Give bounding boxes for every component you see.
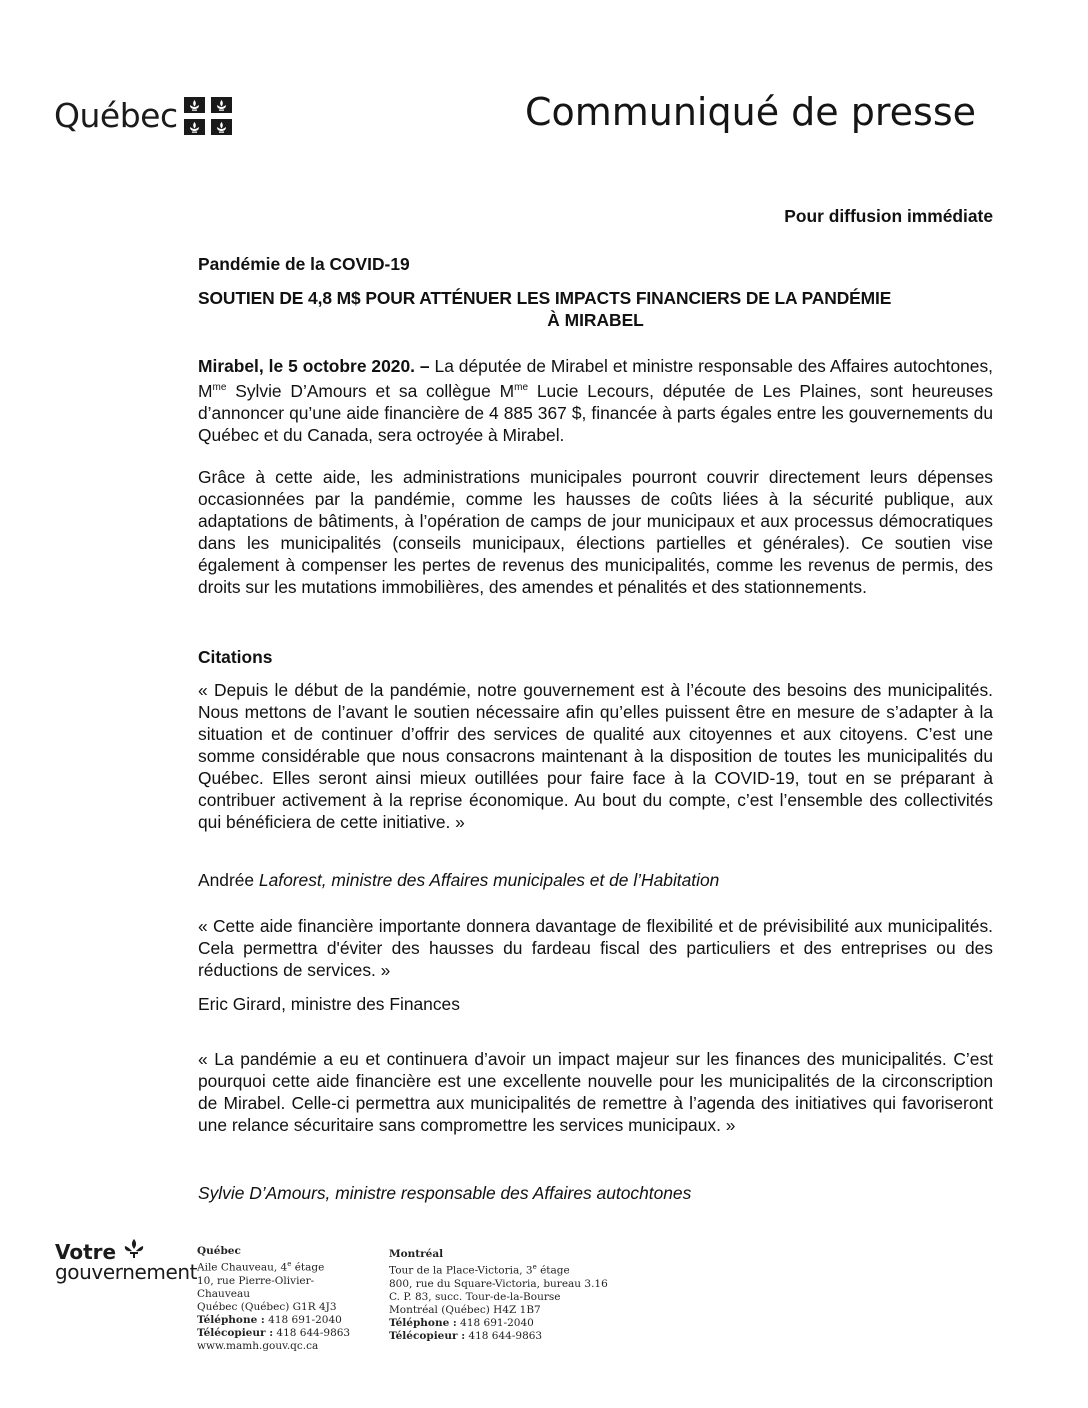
quote-laforest: « Depuis le début de la pandémie, notre gouvernement est à l’écoute des besoins des municipalités. Nous mettons de l’avant le soutien nécessaire afin qu’elles puissent être en mesure de s’adapter à la situation et de continuer d’offrir des services de qualité aux citoyennes et aux citoyens. C’est une somme considérable que nous consacrons maintenant à la disposition de toutes les municipalités du Québec. Elles seront ainsi mieux outillées pour faire face à la COVID-19, tout en se préparant à contribuer activement à la reprise économique. Au bout du compte, c’est l’ensemble des collectivités qui bénéficiera de cette initiative. » <box>198 680 993 832</box>
quebec-logo <box>54 96 232 135</box>
quote-damours: « La pandémie a eu et continuera d’avoir un impact majeur sur les finances des municipalités. C’est pourquoi cette aide financière est une excellente nouvelle pour les municipalités de la circonscription de Mirabel. Celle-ci permettra aux municipalités de remettre à l’agenda des initiatives qui favoriseront une relance sécuritaire sans compromettre les services municipaux. » <box>198 1049 993 1135</box>
body-paragraph: Grâce à cette aide, les administrations municipales pourront couvrir directement leurs dépenses occasionnées par la pandémie, comme les hausses de coûts liées à la sécurité publique, aux adaptations de bâtiments, à l’opération de camps de jour municipaux et aux processus démocratiques dans les municipalités (conseils municipaux, élections partielles et générales). Ce soutien vise également à compenser les pertes de revenus des municipalités, comme les revenus de permis, des droits sur les mutations immobilières, des amendes et pénalités et des stationnements. <box>198 467 993 597</box>
votre-gouvernement-logo: Votre gouvernement <box>55 1240 198 1284</box>
brand-wordmark: Québec <box>54 96 178 135</box>
attribution-girard: Eric Girard, ministre des Finances <box>198 994 460 1014</box>
quote-girard: « Cette aide financière importante donnera davantage de flexibilité et de prévisibilité aux municipalités. Cela permettra d'éviter des hausses du fardeau fiscal des particuliers et des entreprises ou des réductions de services. » <box>198 916 993 980</box>
fleur-de-lis-icon <box>121 1238 147 1262</box>
website-link[interactable]: www.mamh.gouv.qc.ca <box>197 1339 319 1352</box>
footer <box>0 1236 1088 1376</box>
fleurdelise-flag-icon <box>184 97 232 135</box>
headline-line-2: À MIRABEL <box>547 310 644 330</box>
dateline: Mirabel, le 5 octobre 2020. – <box>198 356 430 376</box>
attribution-damours: Sylvie D’Amours, ministre responsable des Affaires autochtones <box>198 1183 692 1203</box>
document-type-title: Communiqué de presse <box>524 90 976 134</box>
citations-heading: Citations <box>198 647 273 667</box>
attribution-laforest: Andrée Laforest, ministre des Affaires municipales et de l’Habitation <box>198 870 720 890</box>
headline-line-1: SOUTIEN DE 4,8 M$ POUR ATTÉNUER LES IMPACTS FINANCIERS DE LA PANDÉMIE <box>198 288 892 308</box>
address-montreal: Montréal Tour de la Place-Victoria, 3e étage 800, rue du Square-Victoria, bureau 3.16 C. P. 83, succ. Tour-de-la-Bourse Montréal (Québec) H4Z 1B7 Téléphone : 418 691-2040 Télécopieur : 418 644-9863 <box>389 1248 608 1342</box>
release-timing: Pour diffusion immédiate <box>784 206 993 226</box>
lead-paragraph: Mirabel, le 5 octobre 2020. – La députée de Mirabel et ministre responsable des Affaires autochtones, $M^{me}$ Sylvie D’Amours et sa collègue $M^{me}$ Lucie Lecours, députée de Les Plaines, sont heureuses d’annoncer qu’une aide financière de 4 885 367 $, financée à parts égales entre les gouvernements du Québec et du Canada, sera octroyée à Mirabel. <box>198 356 994 445</box>
address-quebec: Québec Aile Chauveau, 4e étage 10, rue Pierre-Olivier- Chauveau Québec (Québec) G1R 4J3 Téléphone : 418 691-2040 Télécopieur : 418 644-9863 www.mamh.gouv.qc.ca <box>197 1245 351 1352</box>
kicker: Pandémie de la COVID-19 <box>198 254 410 274</box>
